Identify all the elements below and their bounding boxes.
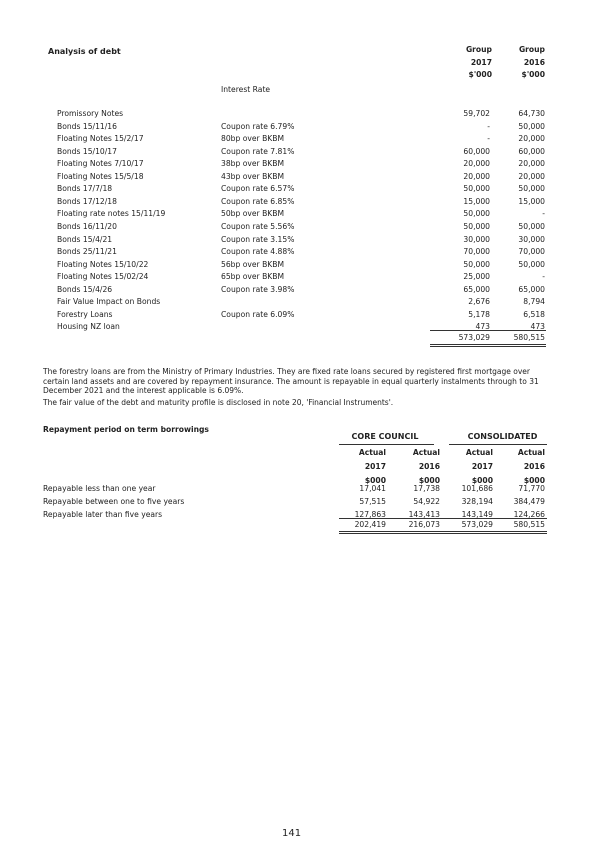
repayment-section-title: Repayment period on term borrowings xyxy=(43,425,209,434)
debt-row-value-2017: 5,178 xyxy=(468,309,490,319)
debt-row-value-2016: 30,000 xyxy=(518,234,545,244)
rep-col-header-cons-2016: Actual 2016 $000 xyxy=(517,448,545,485)
rep-total-cc-2016: 216,073 xyxy=(408,520,440,529)
debt-row-rate: Coupon rate 6.57% xyxy=(221,184,295,194)
debt-row-name: Forestry Loans xyxy=(57,309,113,319)
repayment-row-value: 124,266 xyxy=(513,509,545,519)
debt-row-value-2016: 50,000 xyxy=(518,259,545,269)
repayment-total-bottom-rule-1 xyxy=(339,531,547,532)
debt-total-2016: 580,515 xyxy=(513,333,545,342)
debt-row-name: Bonds 15/10/17 xyxy=(57,146,117,156)
total-bottom-rule-1 xyxy=(430,344,546,345)
debt-row-value-2017: 30,000 xyxy=(463,234,490,244)
repayment-total-top-rule xyxy=(339,518,547,519)
repayment-row-value: 17,738 xyxy=(413,484,440,493)
debt-row-rate: Coupon rate 6.09% xyxy=(221,309,295,319)
core-council-header: CORE COUNCIL xyxy=(351,432,419,441)
debt-row-name: Bonds 25/11/21 xyxy=(57,247,117,257)
debt-row-value-2016: 20,000 xyxy=(518,171,545,181)
debt-row-rate: Coupon rate 6.85% xyxy=(221,196,295,206)
repayment-row-value: 127,863 xyxy=(354,509,386,519)
repayment-row-value: 384,479 xyxy=(513,496,545,506)
debt-row-value-2016: 20,000 xyxy=(518,159,545,169)
debt-row-value-2017: 50,000 xyxy=(463,221,490,231)
debt-row-value-2017: 2,676 xyxy=(468,297,490,307)
col-header-group-2017: Group 2017 $'000 xyxy=(465,45,492,79)
debt-row-rate: Coupon rate 3.98% xyxy=(221,284,295,294)
debt-row-value-2016: 50,000 xyxy=(518,221,545,231)
debt-row-name: Bonds 15/4/26 xyxy=(57,284,113,294)
debt-row-value-2016: 50,000 xyxy=(518,184,545,194)
debt-row-name: Housing NZ loan xyxy=(57,322,120,332)
debt-row-name: Bonds 15/4/21 xyxy=(57,234,113,244)
debt-row-name: Bonds 17/12/18 xyxy=(57,196,117,206)
debt-row-value-2016: 15,000 xyxy=(518,196,545,206)
debt-row-value-2017: 59,702 xyxy=(463,109,490,118)
repayment-row-value: 17,041 xyxy=(359,484,386,493)
debt-row-value-2017: 65,000 xyxy=(463,284,490,294)
debt-row-rate: 43bp over BKBM xyxy=(221,171,285,181)
debt-row-name: Floating rate notes 15/11/19 xyxy=(57,209,166,219)
core-council-rule xyxy=(339,444,434,445)
debt-row-value-2017: 20,000 xyxy=(463,171,490,181)
debt-row-rate: 56bp over BKBM xyxy=(221,259,285,269)
debt-row-name: Bonds 15/11/16 xyxy=(57,121,117,131)
interest-rate-header: Interest Rate xyxy=(221,85,271,94)
repayment-row-label: Repayable between one to five years xyxy=(43,496,185,506)
debt-row-rate: 65bp over BKBM xyxy=(221,272,285,282)
debt-row-name: Floating Notes 7/10/17 xyxy=(57,159,144,169)
debt-row-value-2017: 15,000 xyxy=(463,196,490,206)
debt-row-value-2016: 60,000 xyxy=(518,146,545,156)
debt-row-value-2017: 473 xyxy=(475,322,490,332)
debt-row-value-2017: 50,000 xyxy=(463,259,490,269)
repayment-row-value: 143,149 xyxy=(461,509,493,519)
debt-row-rate: 80bp over BKBM xyxy=(221,134,285,144)
debt-row-value-2017: 60,000 xyxy=(463,146,490,156)
debt-row-value-2016: - xyxy=(542,272,545,282)
repayment-row-label: Repayable less than one year xyxy=(43,484,156,493)
fair-value-note: The fair value of the debt and maturity profile is disclosed in note 20, 'Financial Instruments'. xyxy=(43,398,394,407)
consolidated-rule xyxy=(449,444,547,445)
debt-row-name: Floating Notes 15/5/18 xyxy=(57,171,144,181)
debt-row-rate: Coupon rate 5.56% xyxy=(221,221,295,231)
repayment-row-value: 71,770 xyxy=(518,484,545,493)
debt-row-value-2016: 65,000 xyxy=(518,284,545,294)
repayment-row-value: 101,686 xyxy=(461,484,493,493)
debt-row-name: Bonds 16/11/20 xyxy=(57,221,117,231)
debt-row-value-2016: 20,000 xyxy=(518,134,545,144)
debt-row-rate: Coupon rate 7.81% xyxy=(221,146,295,156)
debt-row-name: Floating Notes 15/02/24 xyxy=(57,272,149,282)
repayment-row-value: 57,515 xyxy=(359,496,386,506)
col-header-group-2016: Group 2016 $'000 xyxy=(518,45,545,79)
debt-row-name: Promissory Notes xyxy=(57,109,124,118)
debt-row-value-2016: 70,000 xyxy=(518,247,545,257)
rep-total-cons-2016: 580,515 xyxy=(513,520,545,529)
repayment-row-value: 143,413 xyxy=(408,509,440,519)
repayment-total-bottom-rule-2 xyxy=(339,533,547,534)
total-bottom-rule-2 xyxy=(430,346,546,347)
debt-section-title: Analysis of debt xyxy=(48,47,121,56)
debt-row-value-2017: - xyxy=(487,134,490,144)
debt-row-value-2017: 70,000 xyxy=(463,247,490,257)
debt-row-name: Floating Notes 15/2/17 xyxy=(57,134,144,144)
repayment-row-value: 328,194 xyxy=(461,496,493,506)
debt-row-value-2017: 50,000 xyxy=(463,184,490,194)
debt-row-value-2017: 20,000 xyxy=(463,159,490,169)
debt-row-name: Bonds 17/7/18 xyxy=(57,184,113,194)
total-top-rule xyxy=(430,330,546,331)
repayment-row-value: 54,922 xyxy=(413,496,440,506)
debt-row-name: Floating Notes 15/10/22 xyxy=(57,259,149,269)
debt-row-value-2017: 25,000 xyxy=(463,272,490,282)
rep-total-cc-2017: 202,419 xyxy=(354,520,386,529)
debt-total-2017: 573,029 xyxy=(458,333,490,342)
debt-row-rate: Coupon rate 6.79% xyxy=(221,121,295,131)
debt-row-value-2016: 473 xyxy=(530,322,545,332)
debt-row-rate: 38bp over BKBM xyxy=(221,159,285,169)
rep-col-header-cons-2017: Actual 2017 $000 xyxy=(465,448,493,485)
debt-row-name: Fair Value Impact on Bonds xyxy=(57,297,161,307)
debt-row-value-2017: 50,000 xyxy=(463,209,490,219)
debt-row-rate: Coupon rate 4.88% xyxy=(221,247,295,257)
page-number: 141 xyxy=(282,828,302,839)
debt-row-value-2016: 64,730 xyxy=(518,109,545,118)
repayment-row-label: Repayable later than five years xyxy=(43,509,163,519)
consolidated-header: CONSOLIDATED xyxy=(467,432,538,441)
forestry-loans-note: The forestry loans are from the Ministry of Primary Industries. They are fixed rate loans secured by registered first mortgage over certain land assets and are covered by repayment insurance. The amount is repayable in equal quarterly instalments through to 31 December 2021 and the interest applicable is 6.09%. xyxy=(43,367,539,396)
debt-row-rate: Coupon rate 3.15% xyxy=(221,234,295,244)
debt-row-value-2016: 50,000 xyxy=(518,121,545,131)
rep-col-header-cc-2017: Actual 2017 $000 xyxy=(358,448,386,485)
rep-total-cons-2017: 573,029 xyxy=(461,520,493,529)
debt-row-rate: 50bp over BKBM xyxy=(221,209,285,219)
debt-row-value-2016: 6,518 xyxy=(523,309,545,319)
debt-row-value-2017: - xyxy=(487,121,490,131)
rep-col-header-cc-2016: Actual 2016 $000 xyxy=(412,448,440,485)
debt-row-value-2016: - xyxy=(542,209,545,219)
debt-row-value-2016: 8,794 xyxy=(523,297,545,307)
